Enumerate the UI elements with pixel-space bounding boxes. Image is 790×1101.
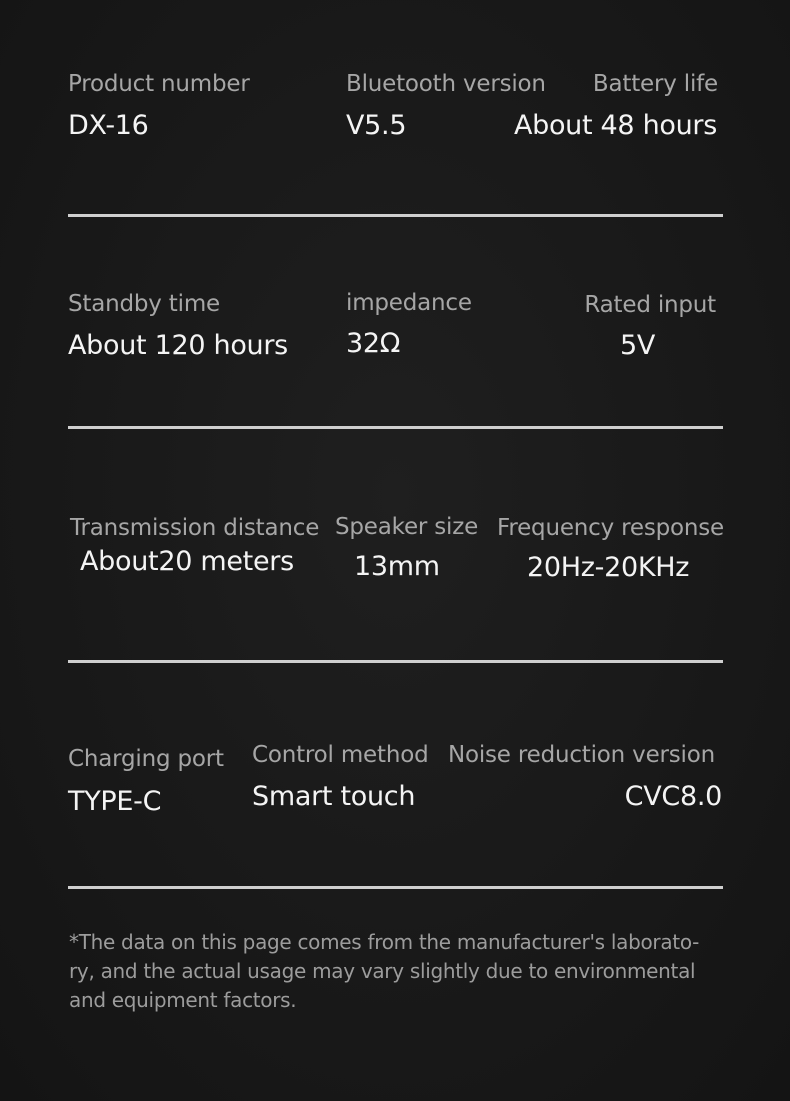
transmission-distance-label: Transmission distance xyxy=(70,515,320,541)
speaker-size-value: 13mm xyxy=(354,551,440,582)
row-divider xyxy=(68,214,723,217)
charging-port-label: Charging port xyxy=(68,746,224,772)
frequency-response-label: Frequency response xyxy=(497,515,724,541)
impedance-value: 32Ω xyxy=(346,328,401,359)
bluetooth-version-value: V5.5 xyxy=(346,110,407,141)
charging-port-value: TYPE-C xyxy=(68,786,162,817)
rated-input-label: Rated input xyxy=(584,292,716,318)
impedance-label: impedance xyxy=(346,290,472,316)
rated-input-value: 5V xyxy=(620,330,656,361)
product-number-value: DX-16 xyxy=(68,110,149,141)
speaker-size-label: Speaker size xyxy=(335,514,479,540)
transmission-distance-value: About20 meters xyxy=(80,546,294,577)
noise-reduction-version-label: Noise reduction version xyxy=(447,742,715,768)
frequency-response-value: 20Hz-20KHz xyxy=(527,552,690,583)
row-divider xyxy=(68,426,723,429)
product-number-label: Product number xyxy=(68,71,250,97)
row-divider xyxy=(68,660,723,663)
noise-reduction-version-value: CVC8.0 xyxy=(624,781,722,812)
control-method-value: Smart touch xyxy=(252,781,416,812)
battery-life-value: About 48 hours xyxy=(513,110,717,141)
bluetooth-version-label: Bluetooth version xyxy=(346,71,546,97)
standby-time-label: Standby time xyxy=(68,291,220,317)
disclaimer-footnote xyxy=(69,928,739,1015)
battery-life-label: Battery life xyxy=(592,71,718,97)
control-method-label: Control method xyxy=(252,742,429,768)
footnote-line: ry, and the actual usage may vary slightly due to environmental xyxy=(69,959,696,983)
row-divider xyxy=(68,886,723,889)
standby-time-value: About 120 hours xyxy=(68,330,288,361)
footnote-line: and equipment factors. xyxy=(69,988,297,1012)
footnote-line: *The data on this page comes from the manufacturer's laborato- xyxy=(69,930,700,954)
